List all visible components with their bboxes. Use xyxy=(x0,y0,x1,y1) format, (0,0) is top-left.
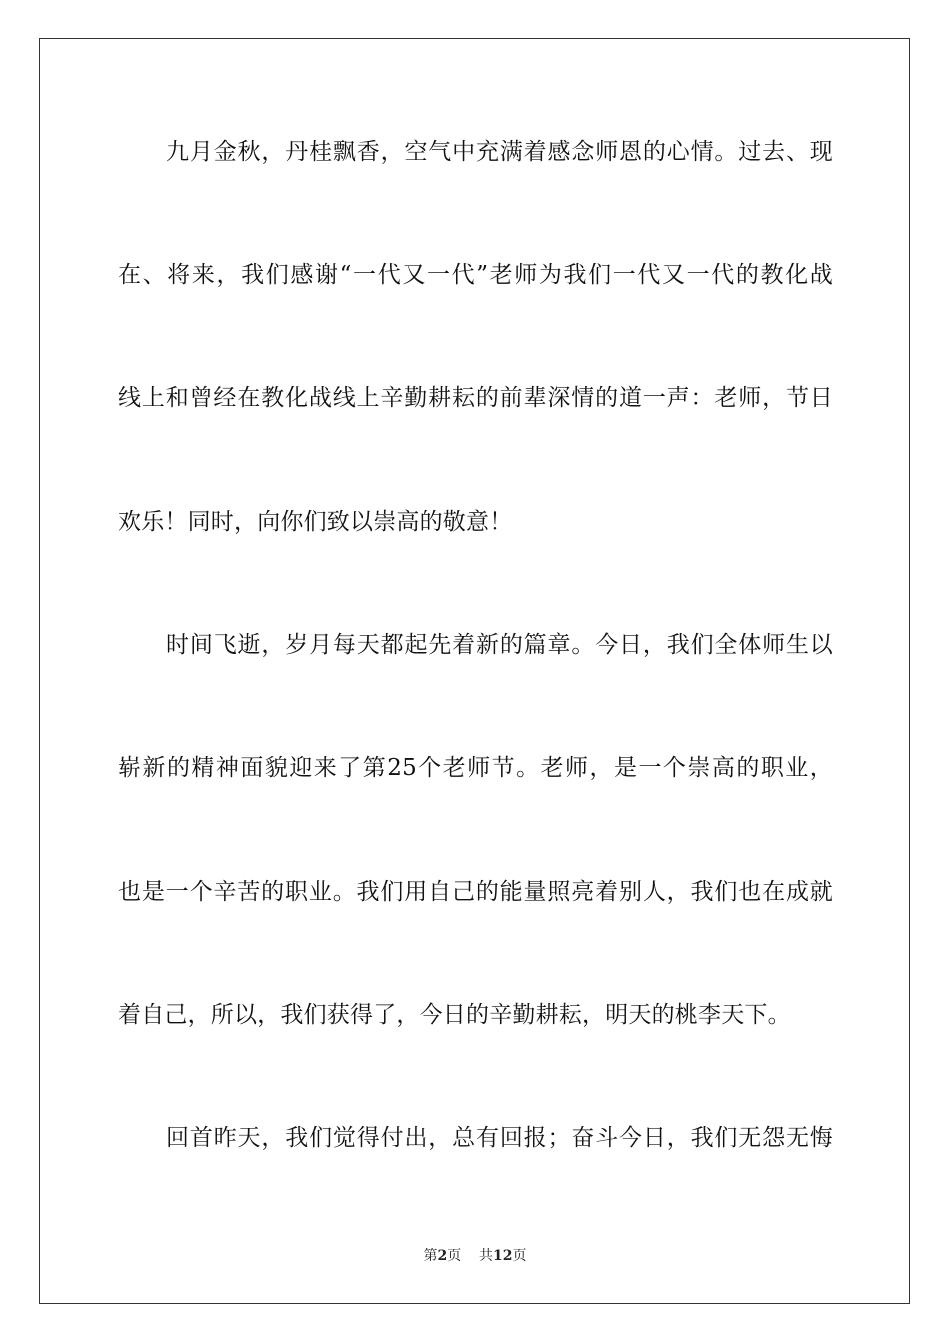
paragraph-3-line-1: 回首昨天，我们觉得付出，总有回报；奋斗今日，我们无怨无悔 xyxy=(166,1125,833,1151)
footer-total-prefix: 共 xyxy=(479,1248,494,1264)
paragraph-1-line-2: 在、将来，我们感谢“一代又一代”老师为我们一代又一代的教化战 xyxy=(118,262,833,288)
page-footer xyxy=(0,1246,950,1266)
paragraph-1-line-4: 欢乐！同时，向你们致以崇高的敬意！ xyxy=(118,509,513,535)
paragraph-2-line-2: 崭新的精神面貌迎来了第25个老师节。老师，是一个崇高的职业， xyxy=(118,755,833,781)
paragraph-1-line-1: 九月金秋，丹桂飘香，空气中充满着感念师恩的心情。过去、现 xyxy=(166,139,833,165)
paragraph-2-line-1: 时间飞逝，岁月每天都起先着新的篇章。今日，我们全体师生以 xyxy=(166,632,833,658)
paragraph-1-line-3: 线上和曾经在教化战线上辛勤耕耘的前辈深情的道一声：老师，节日 xyxy=(118,385,833,411)
page-border xyxy=(39,38,910,1304)
footer-page-suffix: 页 xyxy=(447,1248,462,1264)
footer-total-pages: 12 xyxy=(493,1248,513,1264)
footer-page-prefix: 第 xyxy=(423,1248,438,1264)
footer-page-number: 2 xyxy=(437,1248,448,1264)
paragraph-2-line-3: 也是一个辛苦的职业。我们用自己的能量照亮着别人，我们也在成就 xyxy=(118,879,833,905)
paragraph-2-line-4: 着自己，所以，我们获得了，今日的辛勤耕耘，明天的桃李天下。 xyxy=(118,1002,791,1028)
footer-total-suffix: 页 xyxy=(512,1248,527,1264)
